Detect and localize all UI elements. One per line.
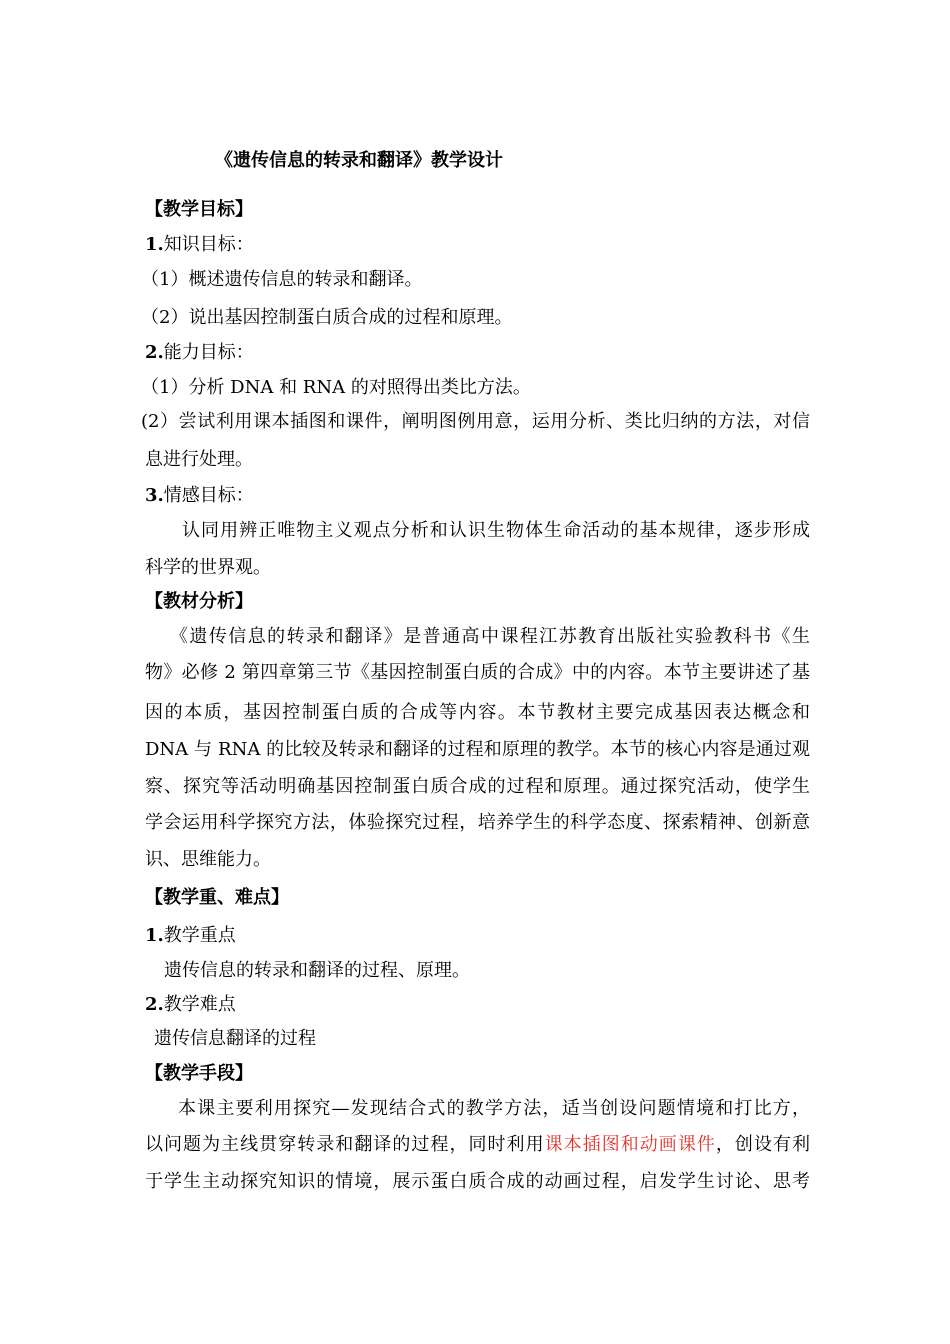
item-number: 2. [145, 342, 164, 363]
section-heading-keypoints: 【教学重、难点】 [145, 887, 289, 908]
item-number: 2. [145, 994, 164, 1015]
methods-paragraph-line: 于学生主动探究知识的情境，展示蛋白质合成的动画过程，启发学生讨论、思考 [145, 1171, 810, 1192]
knowledge-objective-item: （2）说出基因控制蛋白质合成的过程和原理。 [141, 307, 513, 328]
knowledge-objective-item: （1）概述遗传信息的转录和翻译。 [141, 269, 423, 290]
section-heading-analysis: 【教材分析】 [145, 591, 253, 612]
emotion-objective-label [145, 484, 810, 508]
methods-paragraph-line: 本课主要利用探究—发现结合式的教学方法，适当创设问题情境和打比方， [178, 1098, 810, 1119]
ability-objective-item: （1）分析 DNA 和 RNA 的对照得出类比方法。 [141, 377, 531, 398]
analysis-paragraph-line: 因的本质，基因控制蛋白质的合成等内容。本节教材主要完成基因表达概念和 [145, 702, 810, 723]
ability-objective-label [145, 341, 810, 365]
teaching-focus-label [145, 924, 810, 948]
analysis-paragraph-line: 识、思维能力。 [145, 849, 271, 870]
section-heading-methods: 【教学手段】 [145, 1063, 253, 1084]
knowledge-objective-label [145, 233, 810, 257]
item-number: 1. [145, 925, 164, 946]
emotion-objective-text: 认同用辨正唯物主义观点分析和认识生物体生命活动的基本规律，逐步形成 [182, 520, 810, 541]
analysis-paragraph-line: DNA 与 RNA 的比较及转录和翻译的过程和原理的教学。本节的核心内容是通过观 [145, 739, 810, 760]
item-number: 1. [145, 234, 164, 255]
item-label: 情感目标： [163, 485, 254, 506]
methods-paragraph-line [145, 1133, 810, 1157]
teaching-difficulty-text: 遗传信息翻译的过程 [154, 1028, 316, 1049]
document-title: 《遗传信息的转录和翻译》教学设计 [215, 150, 503, 171]
analysis-paragraph-line: 学会运用科学探究方法，体验探究过程，培养学生的科学态度、探索精神、创新意 [145, 812, 810, 833]
methods-text: 以问题为主线贯穿转录和翻译的过程，同时利用 [145, 1134, 545, 1155]
item-label: 教学重点 [163, 925, 236, 946]
methods-text: ，创设有利 [715, 1134, 811, 1155]
emotion-objective-text: 科学的世界观。 [145, 557, 271, 578]
ability-objective-item: (2）尝试利用课本插图和课件，阐明图例用意，运用分析、类比归纳的方法，对信 [141, 411, 810, 432]
item-label: 教学难点 [163, 994, 236, 1015]
ability-objective-item-continued: 息进行处理。 [145, 449, 253, 470]
item-number: 3. [145, 485, 164, 506]
analysis-paragraph-line: 察、探究等活动明确基因控制蛋白质合成的过程和原理。通过探究活动，使学生 [145, 776, 810, 797]
analysis-paragraph-line: 《遗传信息的转录和翻译》是普通高中课程江苏教育出版社实验教科书《生 [170, 626, 810, 647]
item-label: 知识目标： [163, 234, 254, 255]
teaching-focus-text: 遗传信息的转录和翻译的过程、原理。 [164, 960, 470, 981]
section-heading-objectives: 【教学目标】 [145, 199, 253, 220]
teaching-difficulty-label [145, 993, 810, 1017]
highlighted-text: 课本插图和动画课件 [544, 1134, 716, 1155]
analysis-paragraph-line: 物》必修 2 第四章第三节《基因控制蛋白质的合成》中的内容。本节主要讲述了基 [145, 662, 810, 683]
item-label: 能力目标： [163, 342, 254, 363]
